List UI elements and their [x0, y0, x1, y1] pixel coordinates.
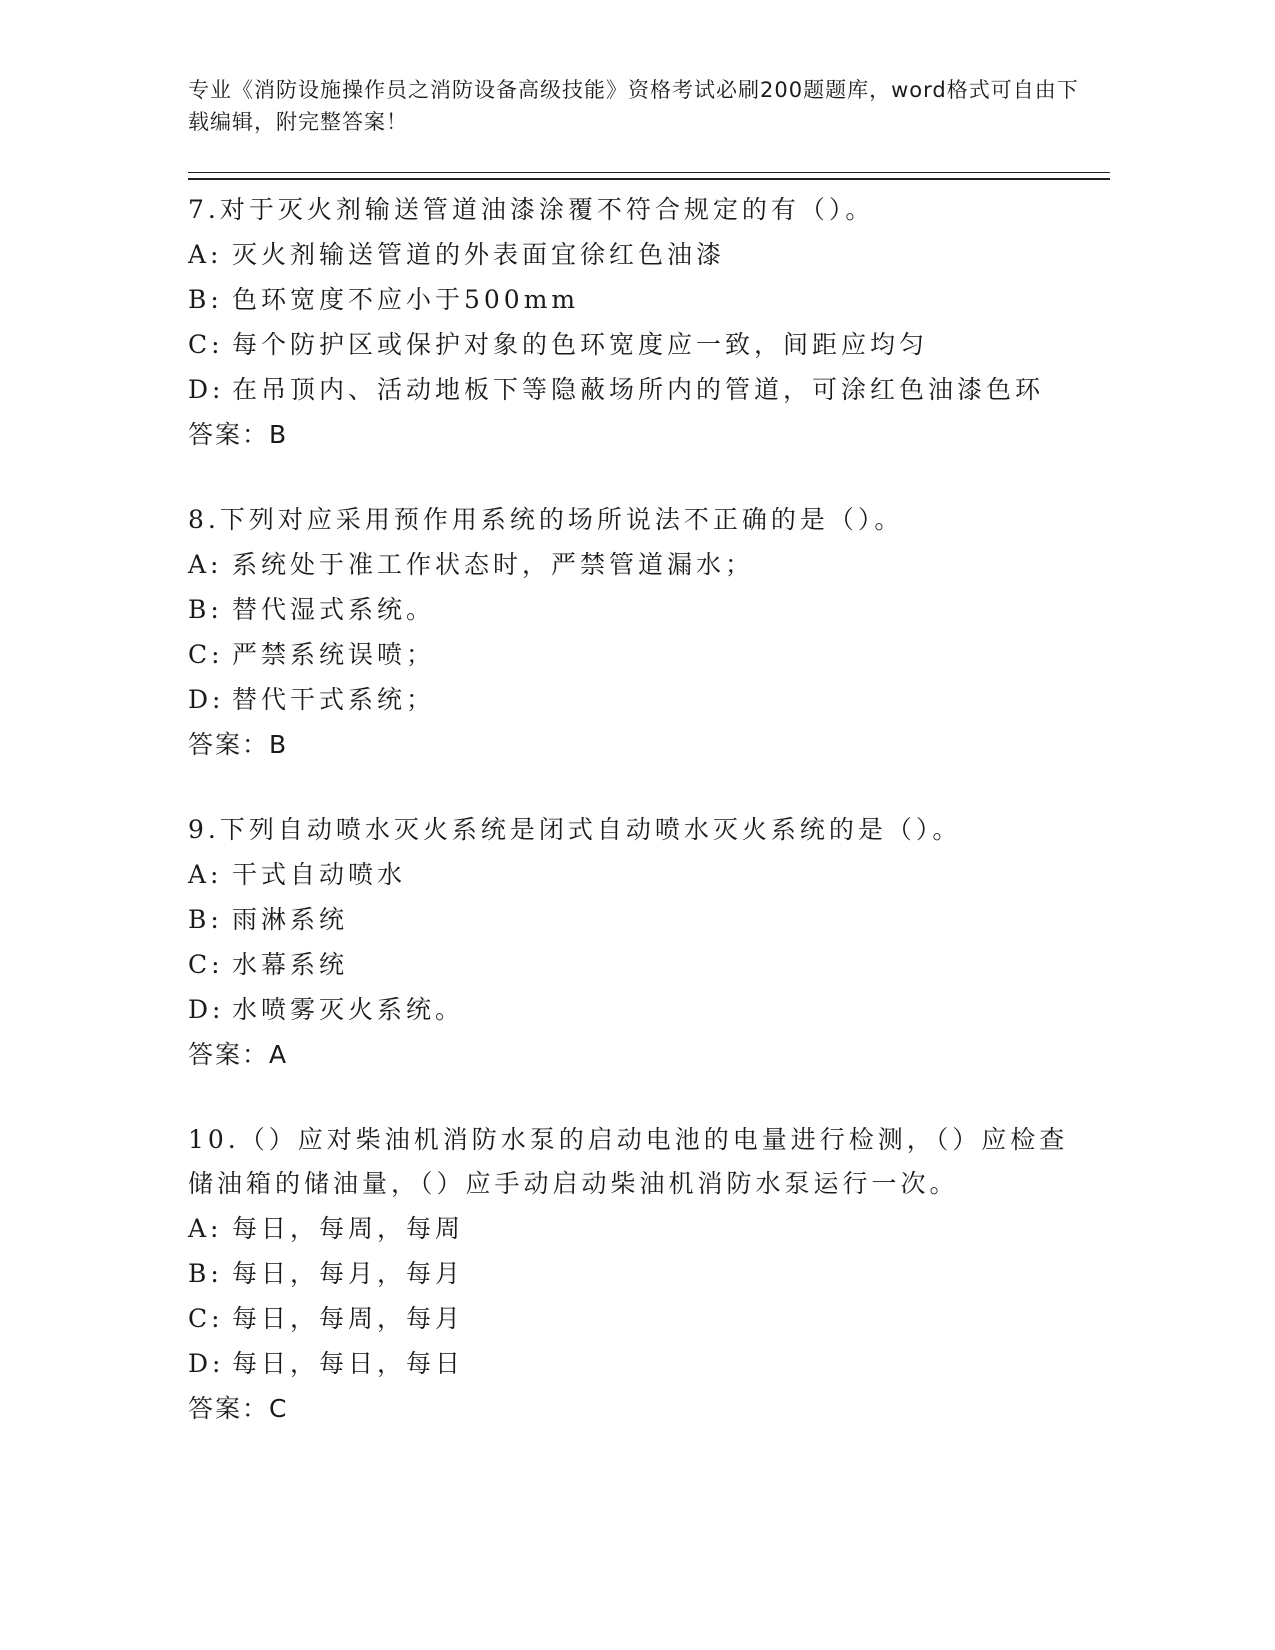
- answer-line: 答案：C: [188, 1394, 289, 1423]
- option-b: [188, 1251, 1088, 1296]
- option-key: B:: [188, 285, 223, 314]
- option-b: [188, 897, 1088, 942]
- answer-line: 答案：A: [188, 1040, 289, 1069]
- option-a: [188, 1206, 1088, 1251]
- option-text: 水幕系统: [232, 950, 349, 979]
- option-key: A:: [188, 860, 223, 889]
- option-text: 系统处于准工作状态时，严禁管道漏水；: [232, 550, 755, 579]
- option-key: D:: [188, 375, 225, 404]
- option-key: A:: [188, 240, 223, 269]
- option-text: 替代湿式系统。: [232, 595, 436, 624]
- answer-line: 答案：B: [188, 730, 289, 759]
- option-text: 替代干式系统；: [232, 685, 436, 714]
- answer-line: 答案：B: [188, 420, 289, 449]
- option-key: B:: [188, 905, 223, 934]
- document-intro: 专业《消防设施操作员之消防设备高级技能》资格考试必刷200题题库，word格式可自由下载编辑，附完整答案！: [188, 78, 1079, 134]
- option-d: [188, 677, 1088, 722]
- option-text: 每日，每月，每月: [232, 1259, 465, 1288]
- option-key: B:: [188, 595, 223, 624]
- option-key: C:: [188, 330, 224, 359]
- option-key: C:: [188, 1304, 224, 1333]
- option-b: [188, 587, 1088, 632]
- option-a: [188, 852, 1088, 897]
- option-d: [188, 1341, 1088, 1386]
- header-divider-thick: [188, 178, 1110, 180]
- option-text: 干式自动喷水: [232, 860, 407, 889]
- option-key: A:: [188, 1214, 223, 1243]
- question-7: [188, 188, 1088, 458]
- question-stem: 8.下列对应采用预作用系统的场所说法不正确的是（）。: [188, 505, 904, 534]
- question-list: [188, 188, 1088, 1472]
- option-key: D:: [188, 1349, 225, 1378]
- option-d: [188, 987, 1088, 1032]
- option-text: 每日，每周，每月: [232, 1304, 465, 1333]
- question-8: [188, 498, 1088, 768]
- option-a: [188, 232, 1088, 277]
- question-9: [188, 808, 1088, 1078]
- option-c: [188, 322, 1088, 367]
- option-text: 色环宽度不应小于500mm: [232, 285, 580, 314]
- option-key: D:: [188, 685, 225, 714]
- option-text: 雨淋系统: [232, 905, 349, 934]
- option-key: D:: [188, 995, 225, 1024]
- option-c: [188, 942, 1088, 987]
- option-d: [188, 367, 1088, 412]
- option-text: 水喷雾灭火系统。: [232, 995, 465, 1024]
- option-text: 灭火剂输送管道的外表面宜徐红色油漆: [232, 240, 726, 269]
- option-text: 每日，每日，每日: [232, 1349, 465, 1378]
- option-a: [188, 542, 1088, 587]
- question-stem: 9.下列自动喷水灭火系统是闭式自动喷水灭火系统的是（）。: [188, 815, 962, 844]
- option-text: 严禁系统误喷；: [232, 640, 436, 669]
- question-stem: 7.对于灭火剂输送管道油漆涂覆不符合规定的有（）。: [188, 195, 875, 224]
- question-10: [188, 1118, 1088, 1432]
- option-key: B:: [188, 1259, 223, 1288]
- option-key: C:: [188, 950, 224, 979]
- option-b: [188, 277, 1088, 322]
- option-text: 每个防护区或保护对象的色环宽度应一致，间距应均匀: [232, 330, 929, 359]
- option-c: [188, 1296, 1088, 1341]
- option-text: 在吊顶内、活动地板下等隐蔽场所内的管道，可涂红色油漆色环: [232, 375, 1045, 404]
- header-divider-thin: [188, 172, 1110, 173]
- option-key: C:: [188, 640, 224, 669]
- option-text: 每日，每周，每周: [232, 1214, 465, 1243]
- option-c: [188, 632, 1088, 677]
- question-stem: 10.（）应对柴油机消防水泵的启动电池的电量进行检测，（）应检查储油箱的储油量，（）应手动启动柴油机消防水泵运行一次。: [188, 1125, 1069, 1198]
- option-key: A:: [188, 550, 223, 579]
